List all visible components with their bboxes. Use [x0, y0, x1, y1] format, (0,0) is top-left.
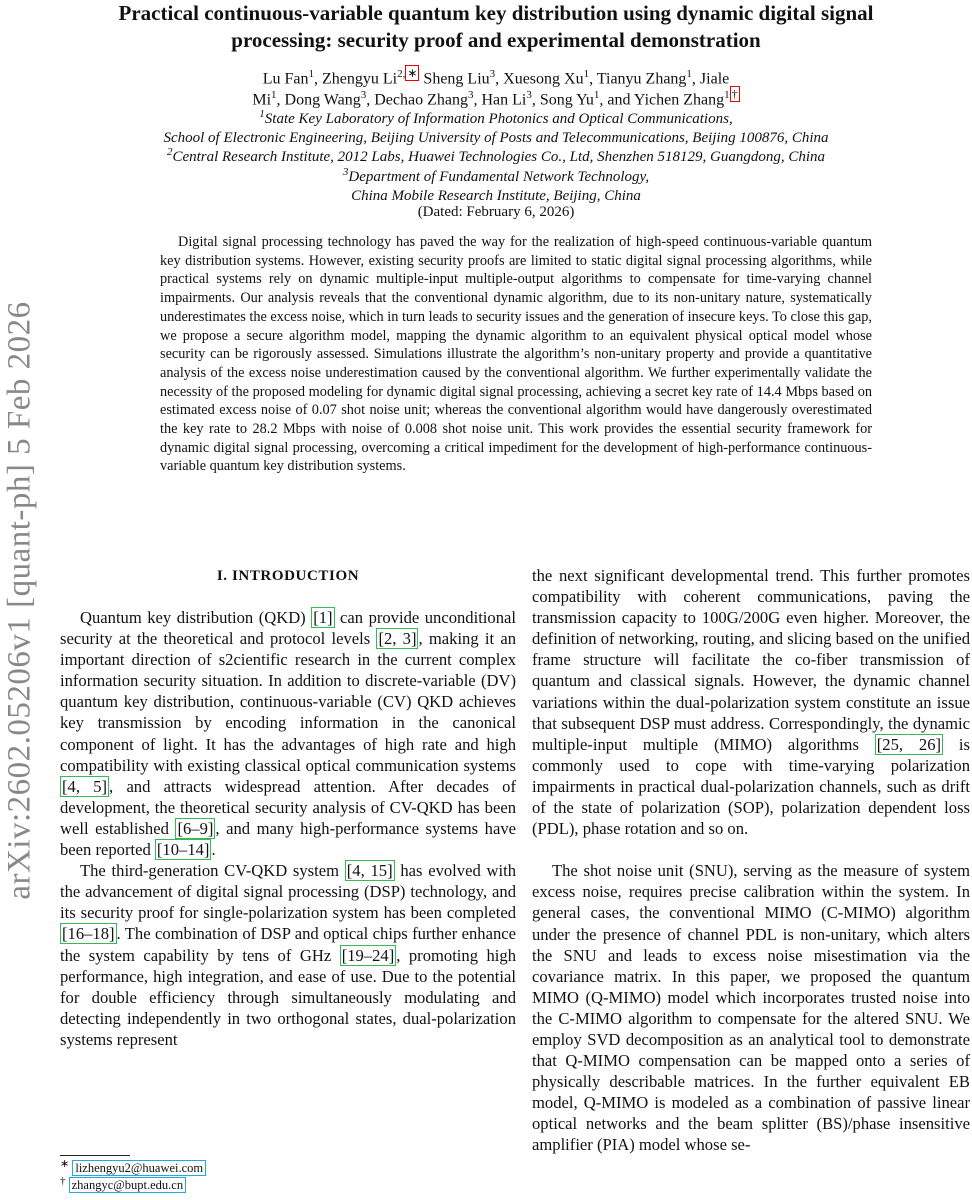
- left-column: [60, 607, 516, 1050]
- citation-link[interactable]: [4, 15]: [346, 861, 393, 881]
- affiliation-line: School of Electronic Engineering, Beijing University of Posts and Telecommunications, Beijing 100876, China: [163, 130, 829, 147]
- footnote-corresponding-2: [60, 1174, 480, 1194]
- affiliation-superscript: 1: [724, 89, 730, 102]
- citation-link[interactable]: [16–18]: [62, 924, 115, 944]
- corresponding-author-link[interactable]: †: [731, 87, 738, 102]
- citation-link[interactable]: [25, 26]: [876, 734, 942, 754]
- corresponding-author-link[interactable]: ∗: [407, 66, 418, 80]
- email-link-zhangyc[interactable]: zhangyc@bupt.edu.cn: [69, 1177, 186, 1193]
- affiliation-line: China Mobile Research Institute, Beijing, China: [351, 187, 641, 204]
- affiliations: [60, 110, 932, 206]
- arxiv-identifier-margin: [0, 290, 40, 910]
- citation-link[interactable]: [2, 3]: [378, 629, 417, 649]
- citation-link[interactable]: [19–24]: [341, 945, 395, 965]
- affiliation-superscript: 3: [526, 89, 532, 102]
- affiliation-superscript: 2: [166, 146, 173, 159]
- affiliation-superscript: 2,: [397, 68, 406, 80]
- paper-title-line-1: Practical continuous-variable quantum key distribution using dynamic digital signal: [118, 1, 874, 25]
- author-line-2: Mi$^1$, Dong Wang$^3$, Dechao Zhang$^3$, Han Li$^3$, Song Yu$^1$, and Yichen Zhang$^1$ †: [252, 87, 738, 109]
- affiliation-superscript: 1: [259, 108, 265, 120]
- intro-paragraph: Quantum key distribution (QKD) [1] can provide unconditional security at the theoretical and protocol levels [2, 3] , making it an important direction of s2cientific research in the current complex information security situation. In addition to discrete-variable (DV) quantum key distribution, continuous-variable (CV) QKD achieves key transmission by encoding information in the canonical component of light. It has the advantages of high rate and high compatibility with existing classical optical communication systems [4, 5] , and attracts widespread attention. After decades of development, the theoretical security analysis of CV-QKD has been well established [6–9] , and many high-performance systems have been reported [10–14] .: [60, 608, 517, 860]
- affiliation-line: $^2$Central Research Institute, 2012 Labs, Huawei Technologies Co., Ltd, Shenzhen 518129, Guangdong, China: [166, 146, 826, 166]
- paper-title-line-2: processing: security proof and experimental demonstration: [231, 28, 761, 52]
- intro-paragraph: The shot noise unit (SNU), serving as the measure of system excess noise, requires precise calibration within the system. In general cases, the conventional MIMO (C-MIMO) algorithm under the presence of channel PDL is non-unitary, which alters the SNU and leads to excess noise misestimation via the covariance matrix. In this paper, we proposed the quantum MIMO (Q-MIMO) model which incorporates trusted noise into the C-MIMO algorithm to compensate for the altered SNU. We employ SVD decomposition as an analytical tool to demonstrate that Q-MIMO compensation can be mapped onto a series of physically describable matrices. In the further equivalent EB model, Q-MIMO is modeled as a combination of passive linear optical networks and the beam splitter (BS)/phase insensitive amplifier (PIA) model whose se-: [532, 861, 970, 1155]
- footnote-dagger-mark: †: [60, 1174, 66, 1187]
- affiliation-superscript: 1: [583, 68, 590, 80]
- affiliation-superscript: 3: [489, 68, 496, 80]
- email-link-lizhengyu[interactable]: lizhengyu2@huawei.com: [72, 1160, 206, 1176]
- citation-link[interactable]: [4, 5]: [62, 776, 108, 796]
- affiliation-superscript: 1: [271, 89, 277, 102]
- affiliation-superscript: 1: [593, 89, 600, 102]
- affiliation-superscript: 3: [360, 89, 367, 102]
- paper-title: [60, 0, 932, 54]
- author-list: [90, 68, 902, 111]
- arxiv-identifier[interactable]: arXiv:2602.05206v1 [quant-ph] 5 Feb 2026: [1, 300, 38, 900]
- affiliation-superscript: 1: [308, 68, 315, 80]
- section-heading-introduction: I. INTRODUCTION: [216, 568, 360, 584]
- citation-link[interactable]: [1]: [313, 608, 333, 627]
- affiliation-superscript: 3: [467, 89, 474, 102]
- right-column: [532, 565, 970, 1156]
- intro-paragraph: the next significant developmental trend. This further promotes compatibility with coherent communications, paving the transmission capacity to 100G/200G even higher. Moreover, the definition of networking, routing, and slicing based on the unified frame structure will facilitate the co-fiber transmission of quantum and classical signals. However, the dynamic channel variations within the dual-polarization system constitute an issue that subsequent DSP must address. Correspondingly, the dynamic multiple-input multiple (MIMO) algorithms [25, 26] is commonly used to cope with time-varying polarization impairments in practical dual-polarization channels, such as drift of the state of polarization (SOP), polarization dependent loss (PDL), phase rotation and so on.: [532, 566, 970, 839]
- citation-link[interactable]: [10–14]: [156, 840, 210, 860]
- affiliation-line: $^3$Department of Fundamental Network Technology,: [342, 165, 650, 185]
- author-line-1: Lu Fan$^1$, Zhengyu $Li^{2,}$ ∗ Sheng Liu$^3$, Xuesong Xu$^1$, Tianyu Zhang$^1$, Jiale: [262, 66, 730, 88]
- abstract: Digital signal processing technology has paved the way for the realization of high-speed continuous-variable quantum key distribution systems. However, existing security proofs are limited to static digital signal processing algorithms, while practical systems rely on dynamic multiple-input multiple-output algorithms to compensate for time-varying channel impairments. Our analysis reveals that the conventional dynamic algorithm, due to its non-unitary nature, systematically underestimates the excess noise, which in turn leads to security issues and the generation of insecure keys. To close this gap, we propose a secure algorithm model, mapping the dynamic algorithm to an equivalent physical optical model whose security can be rigorously assessed. Simulations illustrate the algorithm’s non-unitary property and provide a quantitative analysis of the excess noise underestimation caused by the conventional algorithm. We further experimentally validate the necessity of the proposed modeling for dynamic digital signal processing, achieving a secret key rate of 14.4 Mbps based on estimated excess noise of 0.07 shot noise unit; whereas the conventional algorithm would have dangerously overestimated the key rate to 28.2 Mbps with noise of 0.008 shot noise unit. This work provides the essential security framework for dynamic digital signal processing, overcoming a critical impediment for the development of high-performance continuous-variable quantum key distribution systems.: [160, 234, 872, 475]
- affiliation-superscript: 1: [686, 68, 692, 80]
- footnote-corresponding-1: [60, 1157, 480, 1177]
- date-line: (Dated: February 6, 2026): [417, 204, 575, 220]
- footnote-star-mark: ∗: [60, 1157, 70, 1170]
- affiliation-line: $^1$State Key Laboratory of Information Photonics and Optical Communications,: [259, 108, 733, 127]
- intro-paragraph: The third-generation CV-QKD system [4, 15] has evolved with the advancement of digital signal processing (DSP) technology, and its security proof for single-polarization system has been completed [16–18] . The combination of DSP and optical chips further enhance the system capability by tens of GHz [19–24] , promoting high performance, high integration, and ease of use. Due to the potential for double efficiency through simultaneously modulating and detecting independently in two orthogonal states, dual-polarization systems represent: [60, 861, 516, 1049]
- footnotes: [60, 1157, 480, 1194]
- footnote-divider: [60, 1155, 130, 1156]
- affiliation-superscript: 3: [342, 165, 349, 178]
- citation-link[interactable]: [6–9]: [177, 818, 214, 838]
